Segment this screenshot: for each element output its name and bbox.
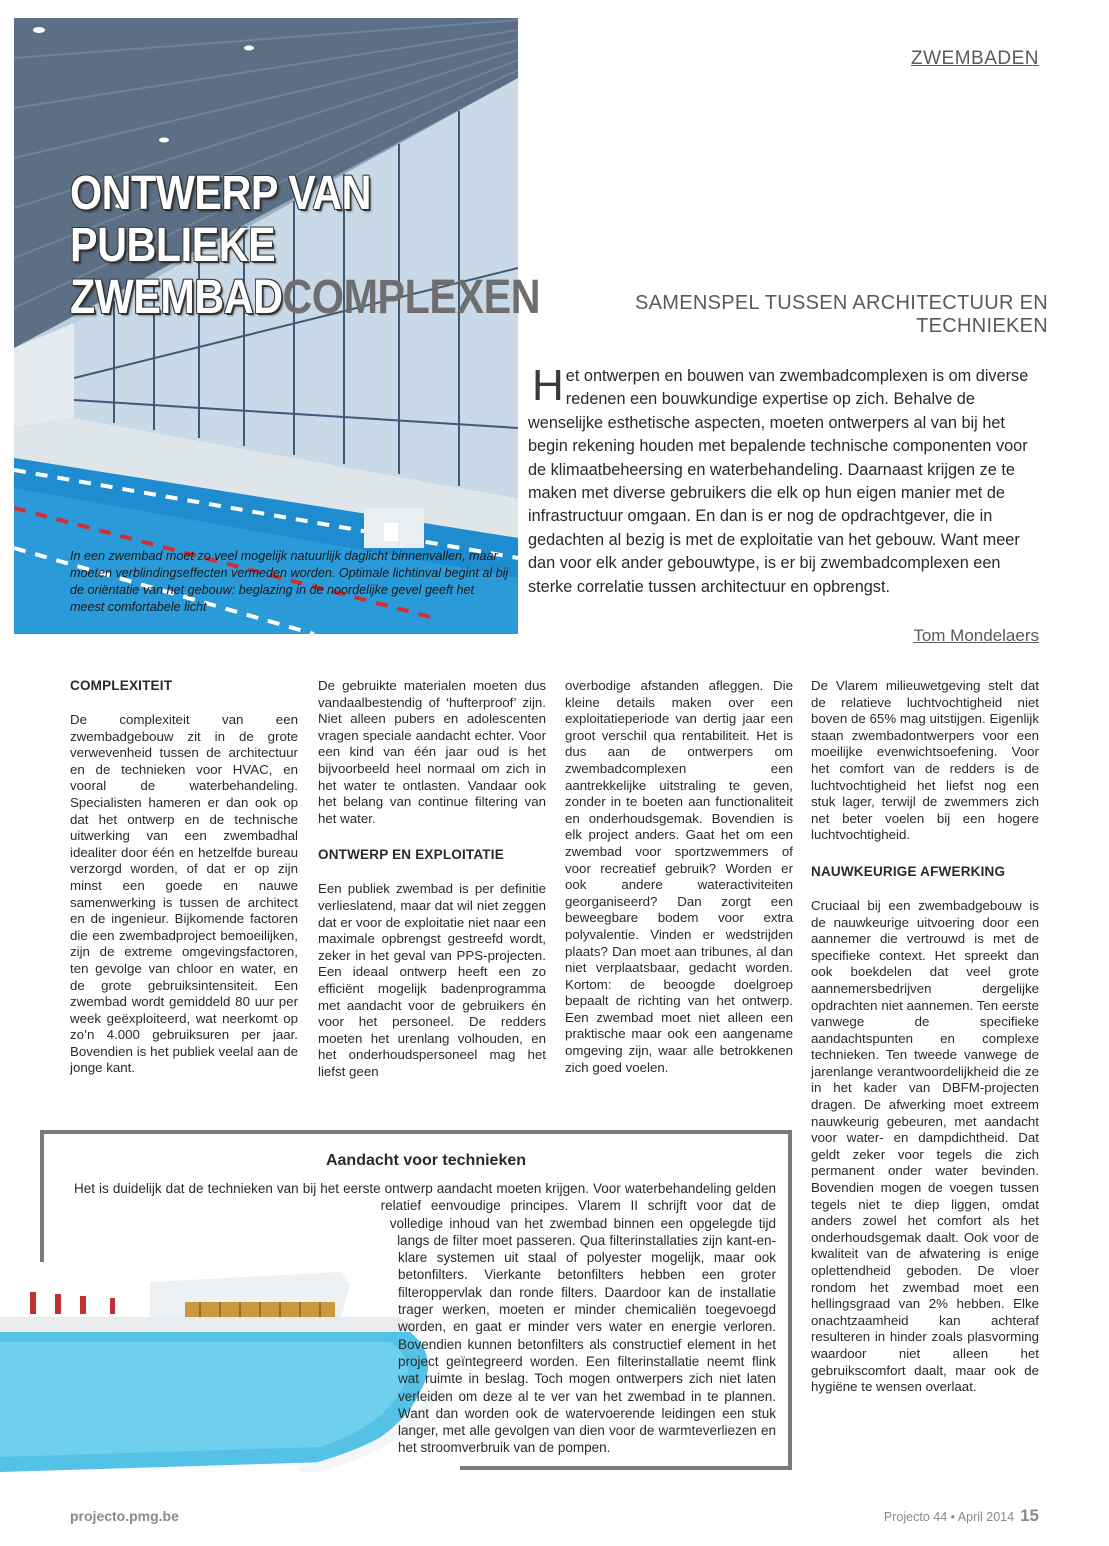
col2-text-a: De gebruikte materialen moeten dus vandaalbestendig of ‘hufterproof’ zijn. Niet alleen pubers en adolescenten vragen speciale aandacht echter. Voor een kind van één jaar oud is het bijvoorbeeld heel normaal om zich in het water te ontlasten. Vandaar ook het belang van continue filtering van het water. — [318, 678, 546, 826]
column-4 — [811, 678, 1039, 1396]
col1-text: De complexiteit van een zwembadgebouw zit in de grote verwevenheid tussen de architectuur en de technieken voor HVAC, en vooral de waterbehandeling. Specialisten hameren er dan ook op dat het ontwerp en de technische uitwerking van een zwembadhal idealiter door één en hetzelfde bureau verzorgd worden, of dat er op zijn minst een goede en nauwe samenwerking is tussen de architect en de ingenieur. Bijkomende factoren die een zwembadproject bemoeilijken, zijn de extreme omgevingsfactoren, ten gevolge van chloor en water, en de grote gebruiksintensiteit. Een zwembad wordt gemiddeld 80 uur per week geëxploiteerd, wat neerkomt op zo’n 4.000 gebruiksuren per jaar. Bovendien is het publiek veelal aan de jonge kant. — [70, 712, 298, 1076]
box-body-text: Het is duidelijk dat de technieken van bij het eerste ontwerp aandacht moeten krijgen. Voor waterbehandeling gelden relatief eenvoudige principes. Vlarem II schrijft voor dat de volledige inhoud van het zwembad binnen een opgelegde tijd langs de filter moet passeren. Qua filterinstallaties zijn kant-en-klare systemen uit staal of polyester mogelijk, maar ook betonfilters. Vierkante betonfilters hebben een groter filteroppervlak dan ronde filters. Daardoor kan de installatie trager werken, moeten er minder chemicaliën toegevoegd worden, en gaat er minder vers water en energie verloren. Bovendien kunnen betonfilters als constructief element in het project geïntegreerd worden. Een filterinstallatie neemt flink wat ruimte in beslag. Toch mogen ontwerpers zich niet laten verleiden om deze al te ver van het zwembad in te plannen. Want dan worden ook de watervoerende leidingen een stuk langer, met alle gevolgen van dien voor de warmteverliezen en het stroomverbruik van de pompen. — [74, 1181, 776, 1456]
col2-text-b: Een publiek zwembad is per definitie verlieslatend, maar dat wil niet zeggen dat er voor de exploitatie niet naar een maximale opbrengst gestreefd wordt, zeker in het geval van PPS-projecten. Een ideaal ontwerp heeft een zo efficiënt mogelijk badenprogramma met aandacht voor de gebruikers én voor het personeel. De redders moeten het urenlang volhouden, en het onderhoudspersoneel mag het liefst geen — [318, 881, 546, 1079]
title-line-2-white: PUBLIEKE ZWEMBAD — [70, 219, 283, 324]
author-byline: Tom Mondelaers — [913, 626, 1039, 645]
col4-text-a: De Vlarem milieuwetgeving stelt dat de relatieve luchtvochtigheid niet boven de 65% mag uitstijgen. Eigenlijk staan zwembadontwerpers voor een moeilijke evenwichtsoefening. Voor het comfort van de redders is de luchtvochtigheid het liefst nog een stuk lager, terwijl de zwemmers zich net beter voelen bij een hogere luchtvochtigheid. — [811, 678, 1039, 843]
intro-paragraph — [528, 361, 1048, 599]
heading-nauwkeurige-afwerking: NAUWKEURIGE AFWERKING — [811, 863, 1006, 879]
column-2 — [318, 678, 546, 1080]
hero-photo — [14, 18, 518, 634]
col3-text: overbodige afstanden afleggen. Die kleine details maken over een exploitatieperiode van dertig jaar een groot verschil qua rentabiliteit. Het is dus aan de ontwerpers om zwembadcomplexen een aantrekkelijke uitstraling te geven, zonder in te boeten aan functionaliteit en onderhoudsgemak. Bovendien is elk project anders. Gaat het om een zwembad voor sportzwemmers of voor recreatief gebruik? Worden er ook andere wateractiviteiten georganiseerd? Dan zorgt een beweegbare bodem voor extra polyvalentie. Vinden er wedstrijden plaats? Dan moet aan tribunes, al dan niet verplaatsbaar, gedacht worden. Kortom: de beoogde doelgroep bepaalt de richting van het ontwerp. Een zwembad moet niet alleen een praktische maar ook een aangename omgeving zijn, waar alle betrokkenen zich goed voelen. — [565, 678, 793, 1075]
indoor-pool-illustration — [14, 18, 518, 634]
heading-ontwerp-en-exploitatie: ONTWERP EN EXPLOITATIE — [318, 847, 504, 863]
title-line-2-gray: COMPLEXEN — [282, 271, 541, 324]
sidebar-box-title: Aandacht voor technieken — [325, 1152, 527, 1169]
col4-text-b: Cruciaal bij een zwembadgebouw is de nauwkeurige uitvoering door een aannemer die vertrouwd is met de specifieke context. Het spreekt dan ook boekdelen dat veel grote aannemersbedrijven dergelijke opdrachten niet aannemen. Ten eerste vanwege de specifieke aandachtspunten en complexe technieken. Ten tweede vanwege de jarenlange verantwoordelijkheid die ze in het kader van DBFM-projecten dragen. De afwerking moet extreem nauwkeurig gebeuren, met aandacht voor water- en dampdichtheid. Dat geldt zeker voor tegels die zich permanent onder water bevinden. Bovendien mogen de voegen tussen tegels niet te diep liggen, omdat anders zowel het comfort als het onderhoudsgemak daalt. Ook voor de kwaliteit van de afwatering is enige oplettendheid geboden. De vloer rondom het zwembad moet een hellingsgraad van 2% hebben. Elke onachtzaamheid kan achteraf resulteren in hinder zoals plasvorming waardoor niet alleen het gebruikscomfort daalt, maar ook de hygiëne te wensen overlaat. — [811, 897, 1039, 1395]
section-label: ZWEMBADEN — [911, 48, 1039, 69]
photo-caption: In een zwembad moet zo veel mogelijk natuurlijk daglicht binnenvallen, maar moeten verblindingseffecten vermeden worden. Optimale lichtinval begint al bij de oriëntatie van het gebouw: beglazing in de noordelijke gevel geeft het meest comfortabele licht — [70, 549, 509, 614]
footer-issue-text: Projecto 44 • April 2014 — [883, 1510, 1015, 1524]
page-number: 15 — [1020, 1506, 1039, 1525]
intro-text: et ontwerpen en bouwen van zwembadcomplexen is om diverse redenen een bouwkundige expertise op zich. Behalve de wenselijke esthetische aspecten, moeten ontwerpers al van bij het begin rekening houden met bepalende technische componenten voor de klimaatbeheersing en waterbehandeling. Daarnaast krijgen ze te maken met diverse gebruikers die elk op hun eigen manier met de infrastructuur omgaan. En dan is er nog de opdrachtgever, die in gedachten al bezig is met de exploitatie van het gebouw. Want meer dan voor elk ander gebouwtype, is er bij zwembadcomplexen een sterke correlatie tussen architectuur en opbrengst. — [528, 367, 1029, 596]
column-3 — [565, 678, 793, 1076]
heading-complexiteit: COMPLEXITEIT — [70, 678, 173, 693]
article-subtitle: SAMENSPEL TUSSEN ARCHITECTUUR EN TECHNIEKEN — [634, 292, 1048, 337]
drop-cap: H — [532, 361, 564, 410]
sidebar-box-text — [74, 1180, 776, 1490]
footer-issue — [884, 1506, 1039, 1526]
title-line-1: ONTWERP VAN — [70, 167, 372, 220]
footer-website[interactable]: projecto.pmg.be — [70, 1508, 179, 1524]
column-1 — [70, 678, 298, 1077]
